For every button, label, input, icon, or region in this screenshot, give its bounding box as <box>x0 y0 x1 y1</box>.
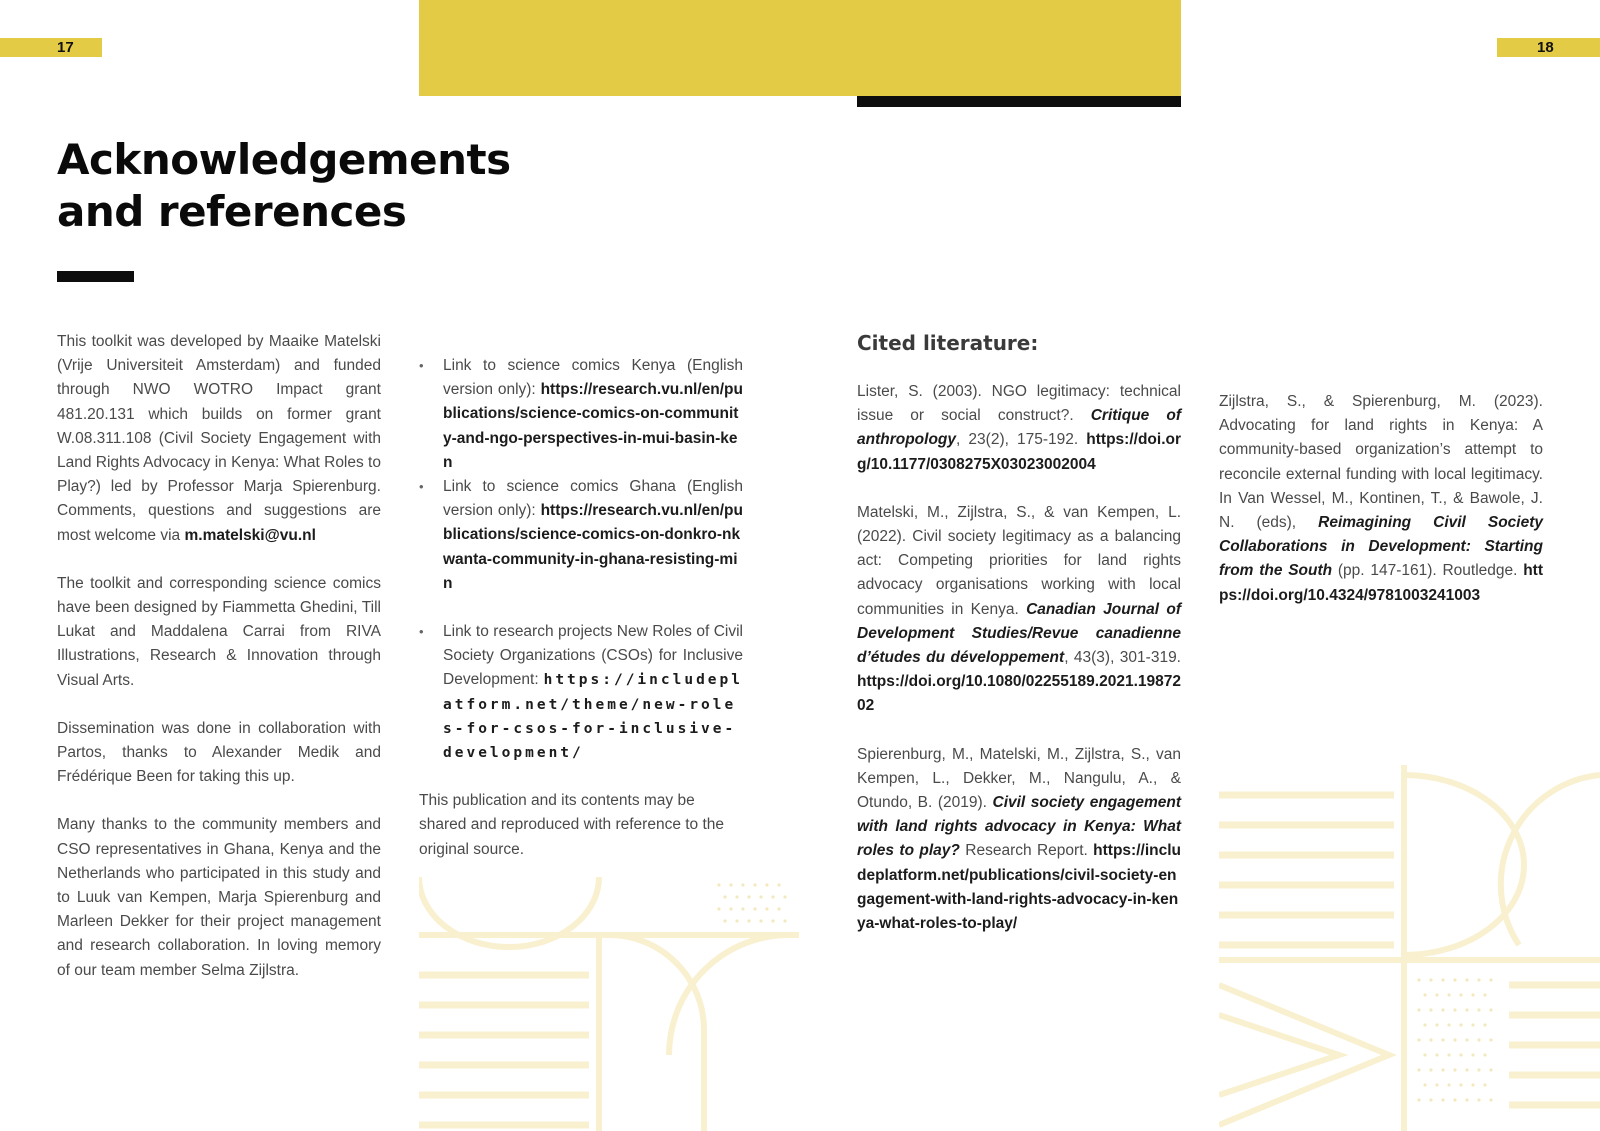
page-number-right-label: 18 <box>1537 39 1554 56</box>
ack-paragraph-1 <box>57 330 381 548</box>
cited-literature-column <box>857 330 1181 960</box>
link-kenya-url[interactable]: https://research.vu.nl/en/publications/science-comics-on-community-and-ngo-perspectives-in-mui-basin-ken <box>443 381 743 471</box>
ref3-text: Spierenburg, M., Matelski, M., Zijlstra, S., van Kempen, L., Dekker, M., Nangulu, A., & Otundo, B. (2019). <box>857 745 1181 812</box>
ack-paragraph-3: Dissemination was done in collaboration with Partos, thanks to Alexander Medik and Frédérique Been for taking this up. <box>57 719 381 786</box>
links-column <box>419 354 743 886</box>
page-number-left <box>0 38 102 57</box>
links-list <box>419 354 743 765</box>
ref1-journal: Critique of anthropology <box>857 407 1181 449</box>
ref1-text: Lister, S. (2003). NGO legitimacy: technical issue or social construct?. <box>857 383 1181 425</box>
ref2-journal: Canadian Journal of Development Studies/Revue canadienne d’études du développement <box>857 600 1181 667</box>
ack-paragraph-2: The toolkit and corresponding science comics have been designed by Fiammetta Ghedini, Till Lukat and Maddalena Carrai from RIVA Illustrations, Research & Innovation through Visual Arts. <box>57 574 381 689</box>
link-ghana-label: Link to science comics Ghana (English version only): <box>443 478 743 520</box>
ref4-details: (pp. 147-161). Routledge. <box>1332 562 1524 580</box>
decorative-pattern-right <box>1219 765 1600 1131</box>
ref4-doi-link[interactable]: https://doi.org/10.4324/9781003241003 <box>1219 562 1543 604</box>
list-item <box>419 475 743 596</box>
reference-lister <box>857 380 1181 477</box>
contact-email-link[interactable]: m.matelski@vu.nl <box>184 526 316 544</box>
page-title-line2: and references <box>57 187 407 236</box>
decorative-pattern-left <box>419 875 799 1131</box>
ref1-doi-link[interactable]: https://doi.org/10.1177/0308275X03023002004 <box>857 431 1181 473</box>
link-projects-label: Link to research projects New Roles of Civil Society Organizations (CSOs) for Inclusive Development: <box>443 623 743 689</box>
ref3-title: Civil society engagement with land rights advocacy in Kenya: What roles to play? <box>857 794 1182 860</box>
list-item <box>419 620 743 765</box>
page-number-right <box>1497 38 1600 57</box>
reference-zijlstra <box>1219 390 1543 608</box>
ref3-details: Research Report. <box>959 842 1094 860</box>
banner-black-bar <box>857 96 1181 107</box>
acknowledgements-column <box>57 330 381 1007</box>
references-continued-column <box>1219 390 1543 632</box>
link-kenya-label: Link to science comics Kenya (English version only): <box>443 357 743 399</box>
ref3-url-link[interactable]: https://includeplatform.net/publications/civil-society-engagement-with-land-rights-advocacy-in-kenya-what-roles-to-play/ <box>857 842 1181 933</box>
ref2-text: Matelski, M., Zijlstra, S., & van Kempen, L. (2022). Civil society legitimacy as a balancing act: Competing priorities for land rights advocacy organisations working with local communities in Kenya. <box>857 503 1181 618</box>
cited-literature-heading: Cited literature: <box>857 331 1039 355</box>
reproduction-note: This publication and its contents may be shared and reproduced with reference to the original source. <box>419 792 725 858</box>
ref2-details: , 43(3), 301-319. <box>1064 649 1181 667</box>
link-ghana-url[interactable]: https://research.vu.nl/en/publications/science-comics-on-donkro-nkwanta-community-in-ghana-resisting-min <box>443 502 743 592</box>
page-number-left-label: 17 <box>57 39 74 56</box>
page-title-line1: Acknowledgements <box>57 135 511 184</box>
reference-matelski <box>857 501 1181 719</box>
list-item <box>419 354 743 475</box>
reference-spierenburg <box>857 743 1181 937</box>
link-projects-url[interactable]: https://includeplatform.net/theme/new-roles-for-csos-for-inclusive-development/ <box>443 672 743 762</box>
ref1-details: , 23(2), 175-192. <box>956 431 1087 449</box>
top-banner <box>419 0 1181 96</box>
ack-p1-text: This toolkit was developed by Maaike Matelski (Vrije Universiteit Amsterdam) and funded through NWO WOTRO Impact grant 481.20.131 which builds on former grant W.08.311.108 (Civil Society Engagement with Land Rights Advocacy in Kenya: What Roles to Play?) led by Professor Marja Spierenburg. Comments, questions and suggestions are most welcome via <box>57 333 381 544</box>
page-title <box>57 134 617 238</box>
ack-paragraph-4: Many thanks to the community members and CSO representatives in Ghana, Kenya and the Netherlands who participated in this study and to Luuk van Kempen, Marja Spierenburg and Marleen Dekker for their project management and research collaboration. In loving memory of our team member Selma Zijlstra. <box>57 816 381 979</box>
title-underline <box>57 271 134 282</box>
ref4-text: Zijlstra, S., & Spierenburg, M. (2023). Advocating for land rights in Kenya: A community-based organization’s attempt to reconcile external funding with local legitimacy. In Van Wessel, M., Kontinen, T., & Bawole, J. N. (eds), <box>1219 393 1543 532</box>
ref2-doi-link[interactable]: https://doi.org/10.1080/02255189.2021.1987202 <box>857 673 1181 715</box>
ref4-book: Reimagining Civil Society Collaborations in Development: Starting from the South <box>1219 514 1543 580</box>
